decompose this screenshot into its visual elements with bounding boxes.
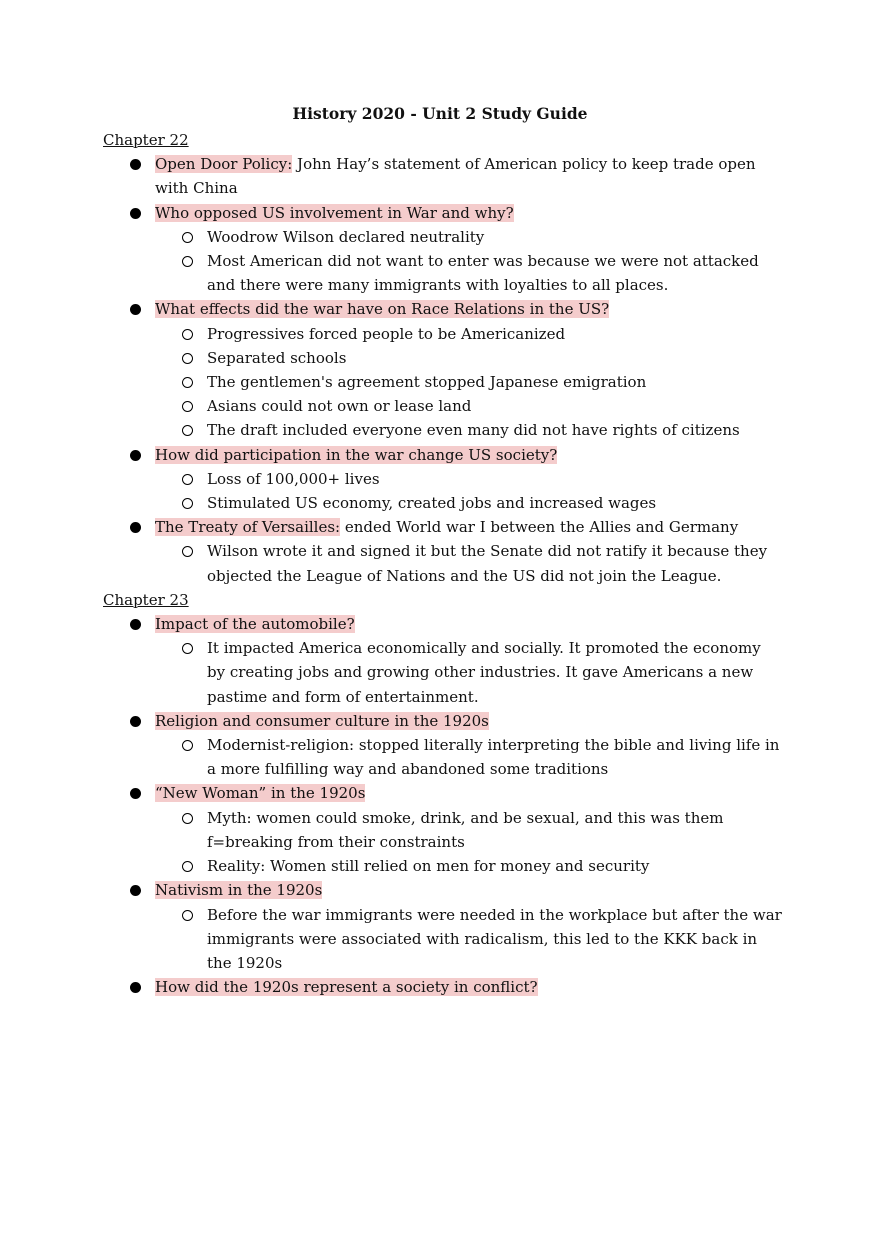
- hollow-bullet-icon: [182, 861, 193, 872]
- subpoint-list: [155, 225, 783, 298]
- subpoint-item: [155, 903, 783, 976]
- filled-bullet-icon: [130, 304, 141, 315]
- filled-bullet-icon: [130, 450, 141, 461]
- subpoint-text: The draft included everyone even many did not have rights of citizens: [207, 421, 740, 440]
- subpoint-text: Myth: women could smoke, drink, and be sexual, and this was them f=breaking from their constraints: [207, 808, 724, 851]
- topic-list: [103, 152, 783, 588]
- topic-term-highlighted: Nativism in the 1920s: [155, 881, 323, 900]
- subpoint-text: Stimulated US economy, created jobs and increased wages: [207, 494, 657, 513]
- hollow-bullet-icon: [182, 813, 193, 824]
- hollow-bullet-icon: [182, 256, 193, 267]
- subpoint-item: [155, 806, 783, 854]
- subpoint-list: [155, 539, 783, 587]
- topic-definition: ended World war I between the Allies and Germany: [340, 518, 739, 537]
- subpoint-list: [155, 903, 783, 976]
- topic-term-highlighted: Religion and consumer culture in the 1920s: [155, 711, 489, 730]
- hollow-bullet-icon: [182, 474, 193, 485]
- subpoint-text: Reality: Women still relied on men for money and security: [207, 857, 650, 876]
- filled-bullet-icon: [130, 885, 141, 896]
- topic-term-highlighted: How did participation in the war change US society?: [155, 445, 558, 464]
- hollow-bullet-icon: [182, 377, 193, 388]
- subpoint-item: [155, 854, 783, 878]
- topic-item: [103, 152, 783, 200]
- topic-item: [103, 781, 783, 878]
- topic-item: [103, 515, 783, 588]
- subpoint-text: Modernist-religion: stopped literally interpreting the bible and living life in a more fulfilling way and abandoned some traditions: [207, 736, 780, 779]
- study-guide-content: [103, 128, 783, 999]
- topic-item: [103, 443, 783, 516]
- subpoint-item: [155, 249, 783, 297]
- hollow-bullet-icon: [182, 329, 193, 340]
- subpoint-item: [155, 418, 783, 442]
- hollow-bullet-icon: [182, 401, 193, 412]
- topic-term-highlighted: Open Door Policy:: [155, 155, 293, 174]
- subpoint-text: Most American did not want to enter was because we were not attacked and there were many immigrants with loyalties to all places.: [207, 252, 759, 295]
- subpoint-text: Progressives forced people to be Americanized: [207, 324, 566, 343]
- subpoint-text: The gentlemen's agreement stopped Japanese emigration: [207, 373, 647, 392]
- subpoint-list: [155, 636, 783, 709]
- filled-bullet-icon: [130, 208, 141, 219]
- subpoint-item: [155, 394, 783, 418]
- hollow-bullet-icon: [182, 425, 193, 436]
- topic-term-highlighted: “New Woman” in the 1920s: [155, 784, 366, 803]
- filled-bullet-icon: [130, 788, 141, 799]
- subpoint-text: Woodrow Wilson declared neutrality: [207, 227, 485, 246]
- topic-definition: John Hay’s statement of American policy to keep trade open with China: [155, 155, 756, 198]
- subpoint-item: [155, 322, 783, 346]
- filled-bullet-icon: [130, 159, 141, 170]
- subpoint-text: Asians could not own or lease land: [207, 397, 472, 416]
- topic-term-highlighted: Who opposed US involvement in War and why?: [155, 203, 514, 222]
- topic-list: [103, 612, 783, 999]
- subpoint-item: [155, 733, 783, 781]
- subpoint-item: [155, 636, 783, 709]
- subpoint-list: [155, 733, 783, 781]
- subpoint-item: [155, 346, 783, 370]
- subpoint-text: It impacted America economically and socially. It promoted the economy by creating jobs and growing other industries. It gave Americans a new pastime and form of entertainment.: [207, 639, 761, 706]
- topic-item: [103, 201, 783, 298]
- topic-term-highlighted: How did the 1920s represent a society in conflict?: [155, 978, 538, 997]
- topic-term-highlighted: What effects did the war have on Race Relations in the US?: [155, 300, 610, 319]
- subpoint-item: [155, 491, 783, 515]
- topic-item: [103, 709, 783, 782]
- subpoint-text: Before the war immigrants were needed in the workplace but after the war immigrants were associated with radicalism, this led to the KKK back in the 1920s: [207, 905, 782, 972]
- topic-item: [103, 975, 783, 999]
- hollow-bullet-icon: [182, 546, 193, 557]
- chapter-heading: Chapter 23: [103, 590, 189, 609]
- document-title: History 2020 - Unit 2 Study Guide: [292, 104, 588, 123]
- chapter-heading: Chapter 22: [103, 131, 189, 149]
- subpoint-item: [155, 370, 783, 394]
- filled-bullet-icon: [130, 522, 141, 533]
- topic-item: [103, 612, 783, 709]
- subpoint-item: [155, 467, 783, 491]
- hollow-bullet-icon: [182, 232, 193, 243]
- topic-item: [103, 878, 783, 975]
- subpoint-text: Wilson wrote it and signed it but the Senate did not ratify it because they objected the League of Nations and the US did not join the League.: [207, 542, 768, 585]
- subpoint-list: [155, 322, 783, 443]
- hollow-bullet-icon: [182, 643, 193, 654]
- subpoint-text: Loss of 100,000+ lives: [207, 469, 380, 488]
- hollow-bullet-icon: [182, 740, 193, 751]
- subpoint-item: [155, 539, 783, 587]
- topic-term-highlighted: Impact of the automobile?: [155, 615, 355, 634]
- filled-bullet-icon: [130, 716, 141, 727]
- hollow-bullet-icon: [182, 910, 193, 921]
- filled-bullet-icon: [130, 619, 141, 630]
- subpoint-list: [155, 467, 783, 515]
- subpoint-text: Separated schools: [207, 348, 347, 367]
- topic-term-highlighted: The Treaty of Versailles:: [155, 518, 341, 537]
- filled-bullet-icon: [130, 982, 141, 993]
- topic-item: [103, 297, 783, 442]
- subpoint-item: [155, 225, 783, 249]
- hollow-bullet-icon: [182, 353, 193, 364]
- subpoint-list: [155, 806, 783, 879]
- hollow-bullet-icon: [182, 498, 193, 509]
